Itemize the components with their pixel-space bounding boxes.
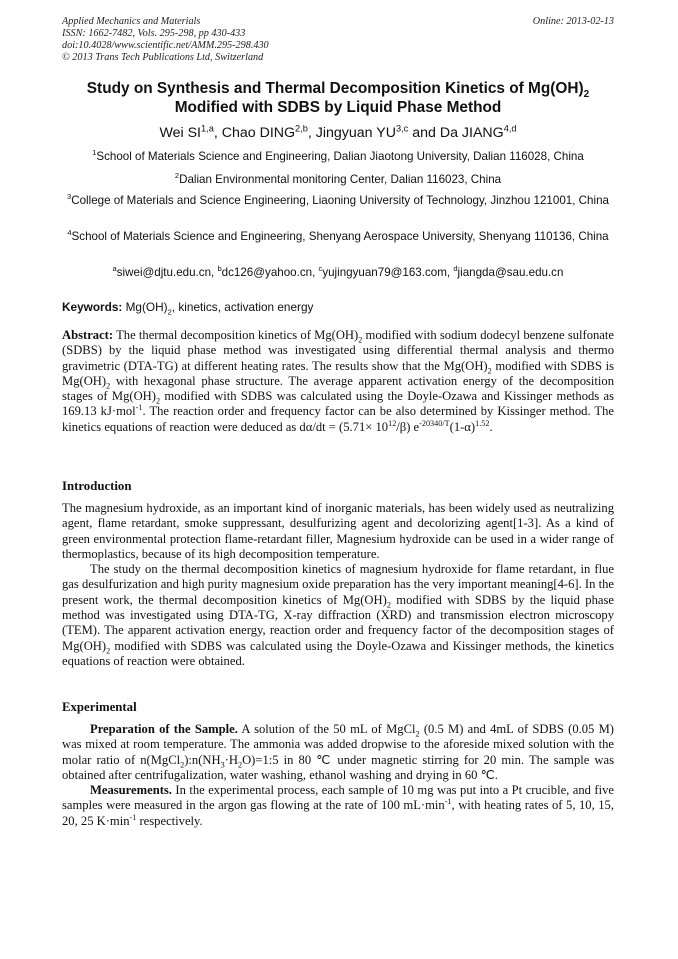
- introduction-body: [62, 501, 614, 669]
- author-name: Da JIANG: [439, 125, 504, 141]
- copyright-line: © 2013 Trans Tech Publications Ltd, Switzerland: [62, 52, 264, 63]
- author-list: Wei SI$^{1,a}$, Chao DING$^{2,b}$, Jingyuan YU$^{3,c}$ and Da JIANG$^{4,d}$: [159, 123, 517, 141]
- email-link[interactable]: yujingyuan79@163.com: [322, 266, 447, 279]
- title-line1: Study on Synthesis and Thermal Decomposition Kinetics of Mg(OH): [86, 80, 584, 97]
- online-date: Online: 2013-02-13: [532, 16, 614, 27]
- issn-line: ISSN: 1662-7482, Vols. 295-298, pp 430-433: [62, 28, 246, 39]
- affiliation: $^3$College of Materials and Science Engineering, Liaoning University of Technology, Jinzhou 121001, China: [67, 192, 609, 207]
- title-line2: Modified with SDBS by Liquid Phase Method: [174, 99, 502, 116]
- section-heading-introduction: Introduction: [62, 479, 132, 493]
- abstract-label: Abstract:: [62, 328, 114, 342]
- affiliation: $^1$School of Materials Science and Engineering, Dalian Jiaotong University, Dalian 116028, China: [92, 148, 584, 163]
- author-name: Wei SI: [159, 125, 201, 141]
- abstract: Abstract: The thermal decomposition kinetics of $Mg(OH)_2$ modified with sodium dodecyl benzene sulfonate (SDBS) by the liquid phase method was investigated using differential thermal analysis and thermo gravimetric (DTA-TG) at different heating rates. The results show that the $Mg(OH)_2$ modified with SDBS is $Mg(OH)_2$ with hexagonal phase structure. The average apparent activation energy of the decomposition stages of $Mg(OH)_2$ modified with SDBS was calculated using the Doyle-Ozawa and Kissinger methods as 169.13 kJ·mol$^{-1}$. The reaction order and frequency factor can be also determined by Kissinger method. The kinetics equations of reaction were deduced as $d\alpha/dt = (5.71\times 10^{12}/\beta)$ $e^{-20340/T}(1-\alpha)^{1.52}$.: [62, 328, 614, 434]
- author-name: Jingyuan YU: [315, 125, 396, 141]
- experimental-body: [62, 722, 614, 829]
- paper-title: Study on Synthesis and Thermal Decomposition Kinetics of $Mg(OH)_2$ Modified with SDBS by Liquid Phase Method: [62, 79, 614, 117]
- doi-line[interactable]: doi:10.4028/www.scientific.net/AMM.295-298.430: [62, 40, 269, 51]
- paragraph: The magnesium hydroxide, as an important kind of inorganic materials, has been widely used as neutralizing agent, flame retardant, smoke suppressant, desulfurizing agent and decolorizing agent[1-3]. As a kind of green environmental protection flame-retardant filler, Magnesium hydroxide can be used in a wider range of thermoplastics, because of its high decomposition temperature.: [62, 501, 614, 561]
- email-link[interactable]: dc126@yahoo.cn: [221, 266, 313, 279]
- keywords-label: Keywords:: [62, 300, 123, 314]
- email-link[interactable]: jiangda@sau.edu.cn: [457, 266, 564, 279]
- keywords: Keywords: $Mg(OH)_2$, kinetics, activation energy: [62, 300, 314, 317]
- journal-name: Applied Mechanics and Materials: [62, 16, 201, 27]
- paragraph: Preparation of the Sample. A solution of the 50 mL of MgCl$_2$ (0.5 M) and 4mL of SDBS (0.05 M) was mixed at room temperature. The ammonia was added dropwise to the aforeside mixed solution with the molar ratio of $n(MgCl_2):n(NH_3\cdot H_2O)=1:5$ in 80 ℃ under magnetic stirring for 20 min. The sample was obtained after centrifugalization, water washing, ethanol washing and drying in 60 ℃.: [62, 722, 615, 782]
- email-list: $^a$siwei@djtu.edu.cn, $^b$dc126@yahoo.cn, $^c$yujingyuan79@163.com, $^d$jiangda@sau.edu.cn: [112, 264, 564, 279]
- author-name: Chao DING: [221, 125, 296, 141]
- email-link[interactable]: siwei@djtu.edu.cn: [116, 266, 212, 279]
- affiliation: $^2$Dalian Environmental monitoring Center, Dalian 116023, China: [174, 171, 502, 186]
- paragraph: Measurements. In the experimental process, each sample of 10 mg was put into a Pt crucible, and five samples were measured in the argon gas flowing at the rate of 100 $mL\cdot\min^{-1}$, with heating rates of 5, 10, 15, 20, 25 $K\cdot\min^{-1}$ respectively.: [62, 783, 614, 828]
- paragraph: The study on the thermal decomposition kinetics of magnesium hydroxide for flame retardant, in flue gas desulfurization and high purity magnesium oxide preparation has the very important meaning[4-6]. In the present work, the thermal decomposition kinetics of $Mg(OH)_2$ modified with SDBS by the liquid phase method was investigated using DTA-TG, X-ray diffraction (XRD) and transmission electron microscopy (TEM). The apparent activation energy, reaction order and frequency factor of the decomposition stages of $Mg(OH)_2$ modified with SDBS was calculated using the Doyle-Ozawa and Kissinger methods, the kinetics equations of reaction were obtained.: [62, 562, 614, 668]
- journal-header: [62, 16, 269, 64]
- section-heading-experimental: Experimental: [62, 700, 137, 714]
- affiliation: $^4$School of Materials Science and Engineering, Shenyang Aerospace University, Shenyang 110136, China: [67, 228, 609, 243]
